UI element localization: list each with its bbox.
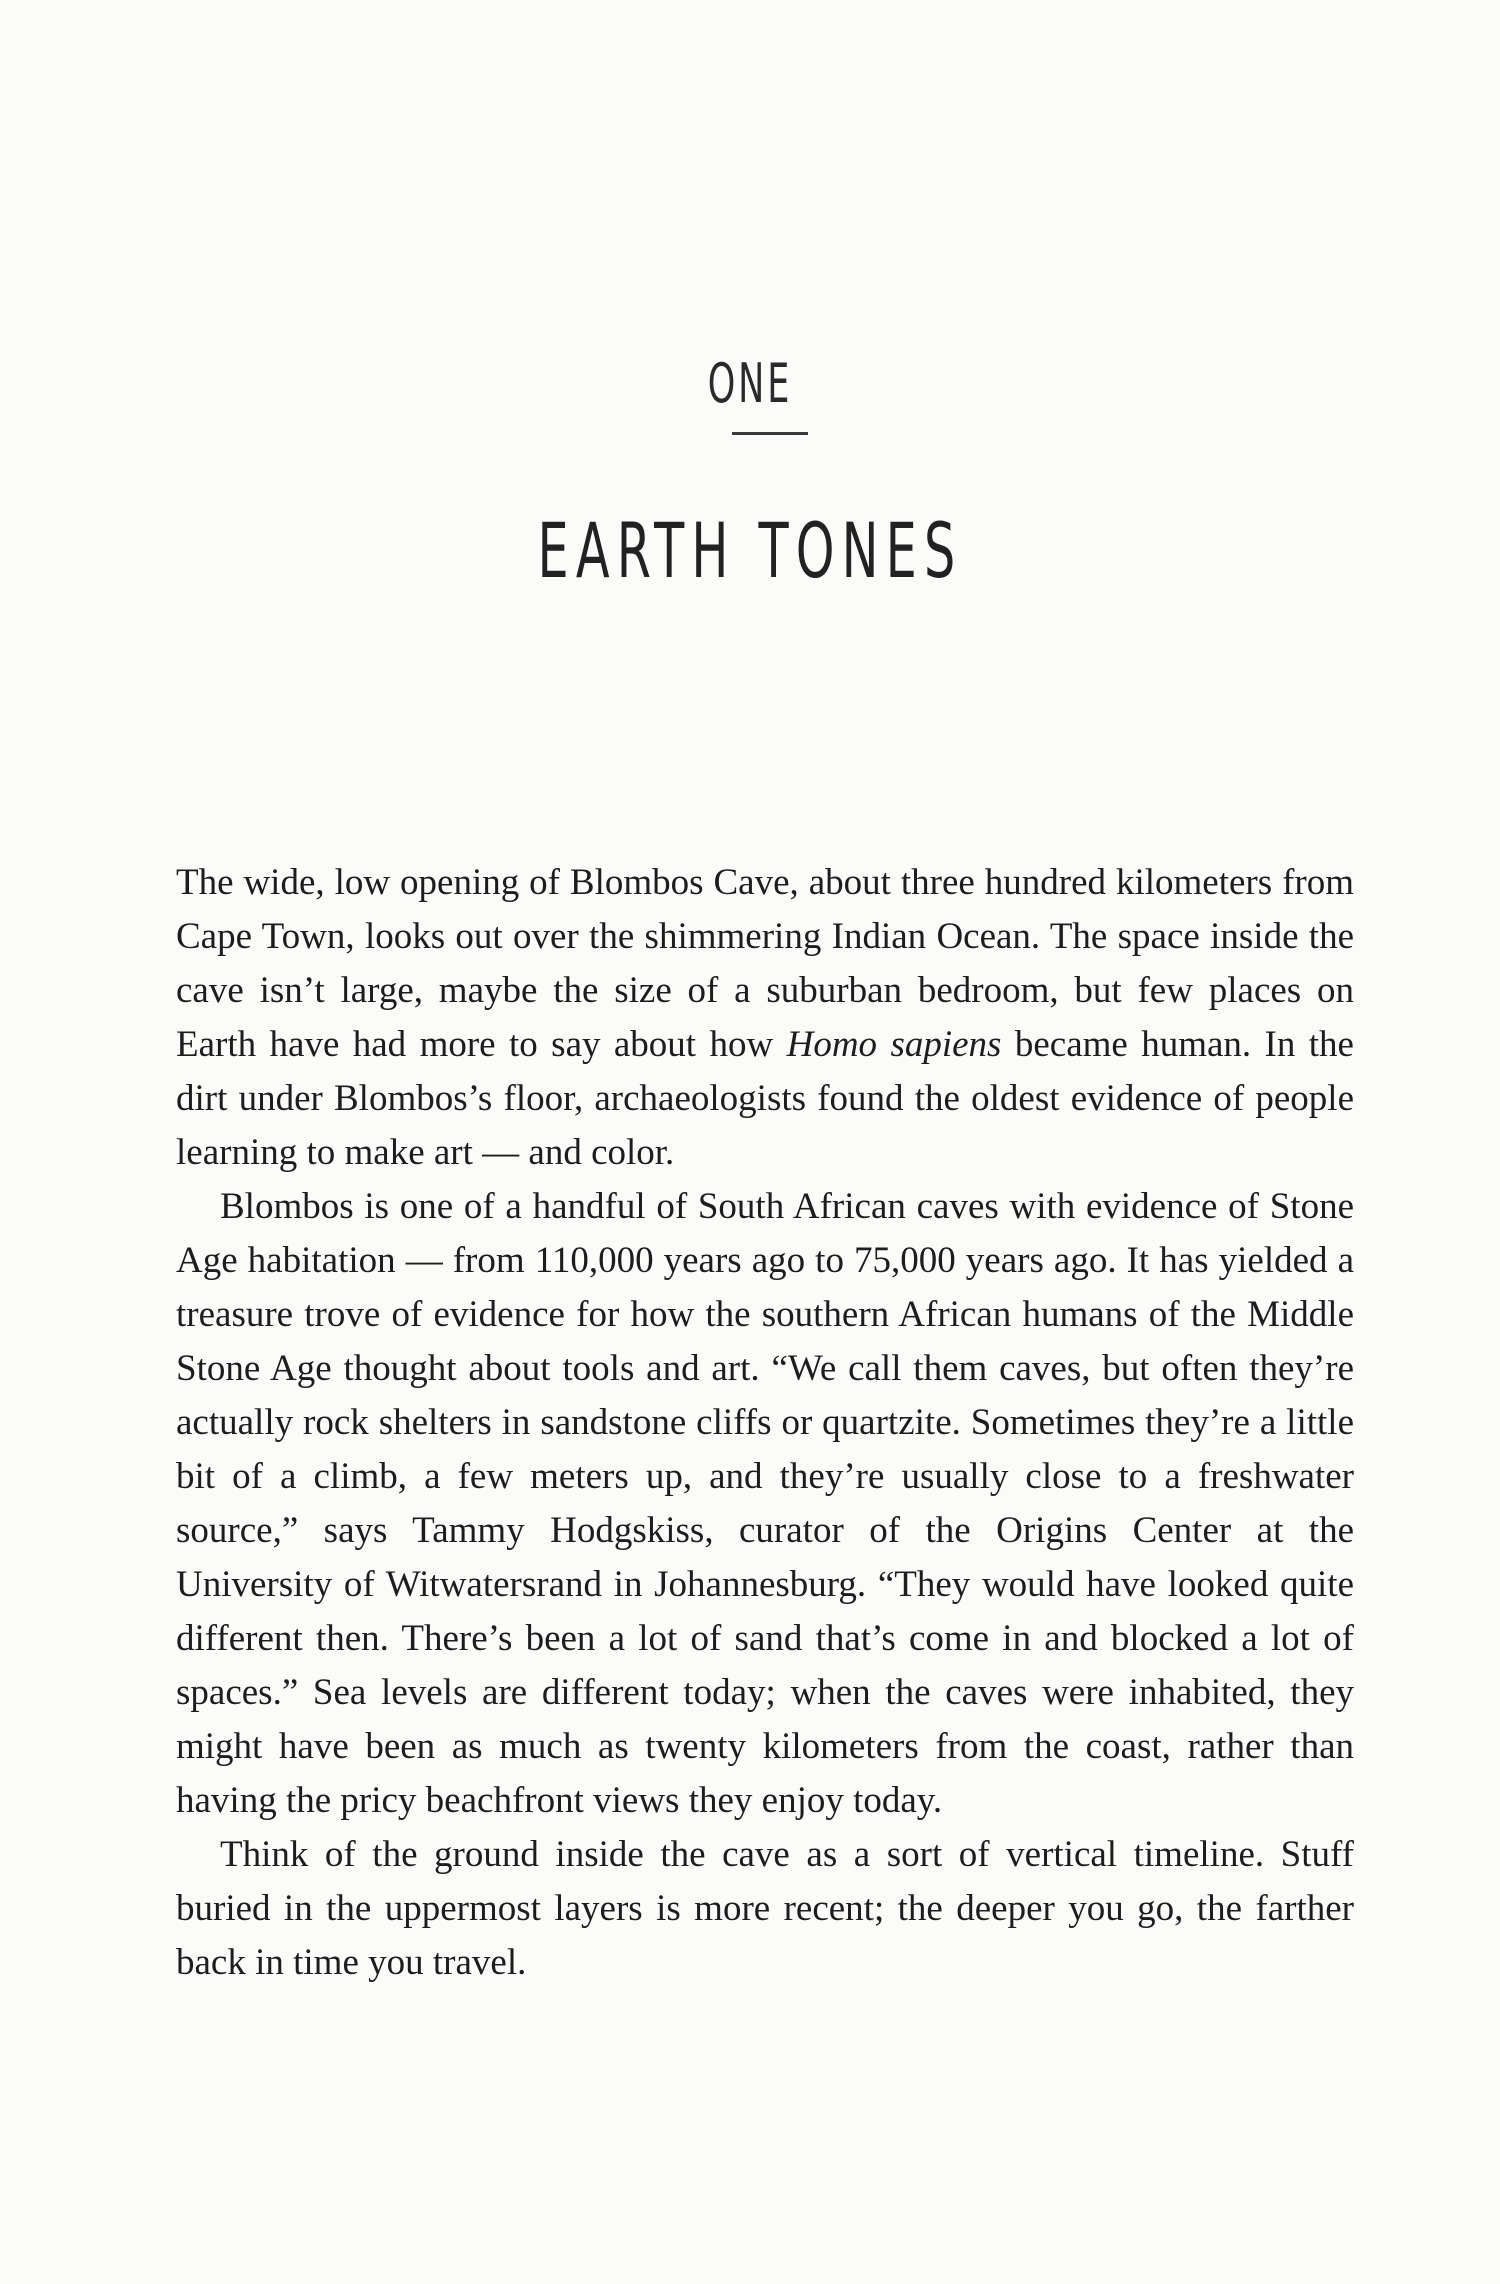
chapter-number: ONE (707, 352, 793, 415)
paragraph-1-text-b: became human. In the dirt under Blombos’s floor, archaeologists found the oldest evidence of people learning to make art — and color. (176, 1024, 1354, 1173)
paragraph-1 (176, 856, 1354, 1180)
paragraph-1-text-a: The wide, low opening of Blombos Cave, about three hundred kilometers from Cape Town, looks out over the shimmering Indian Ocean. The space inside the cave isn’t large, maybe the size of a suburban bedroom, but few places on Earth have had more to say about how (176, 862, 1354, 1065)
paragraph-1-italic: Homo sapiens (786, 1024, 1002, 1065)
body-text (176, 856, 1354, 1990)
chapter-title: EARTH TONES (537, 506, 963, 595)
paragraph-3: Think of the ground inside the cave as a sort of vertical timeline. Stuff buried in the uppermost layers is more recent; the deeper you go, the farther back in time you travel. (176, 1834, 1354, 1983)
paragraph-2: Blombos is one of a handful of South African caves with evidence of Stone Age habitation — from 110,000 years ago to 75,000 years ago. It has yielded a treasure trove of evidence for how the southern African humans of the Middle Stone Age thought about tools and art. “We call them caves, but often they’re actually rock shelters in sandstone cliffs or quartzite. Sometimes they’re a little bit of a climb, a few meters up, and they’re usually close to a freshwater source,” says Tammy Hodgskiss, curator of the Origins Center at the University of Witwatersrand in Johannesburg. “They would have looked quite different then. There’s been a lot of sand that’s come in and blocked a lot of spaces.” Sea levels are different today; when the caves were inhabited, they might have been as much as twenty kilometers from the coast, rather than having the pricy beachfront views they enjoy today. (176, 1186, 1354, 1821)
chapter-divider (732, 432, 808, 435)
